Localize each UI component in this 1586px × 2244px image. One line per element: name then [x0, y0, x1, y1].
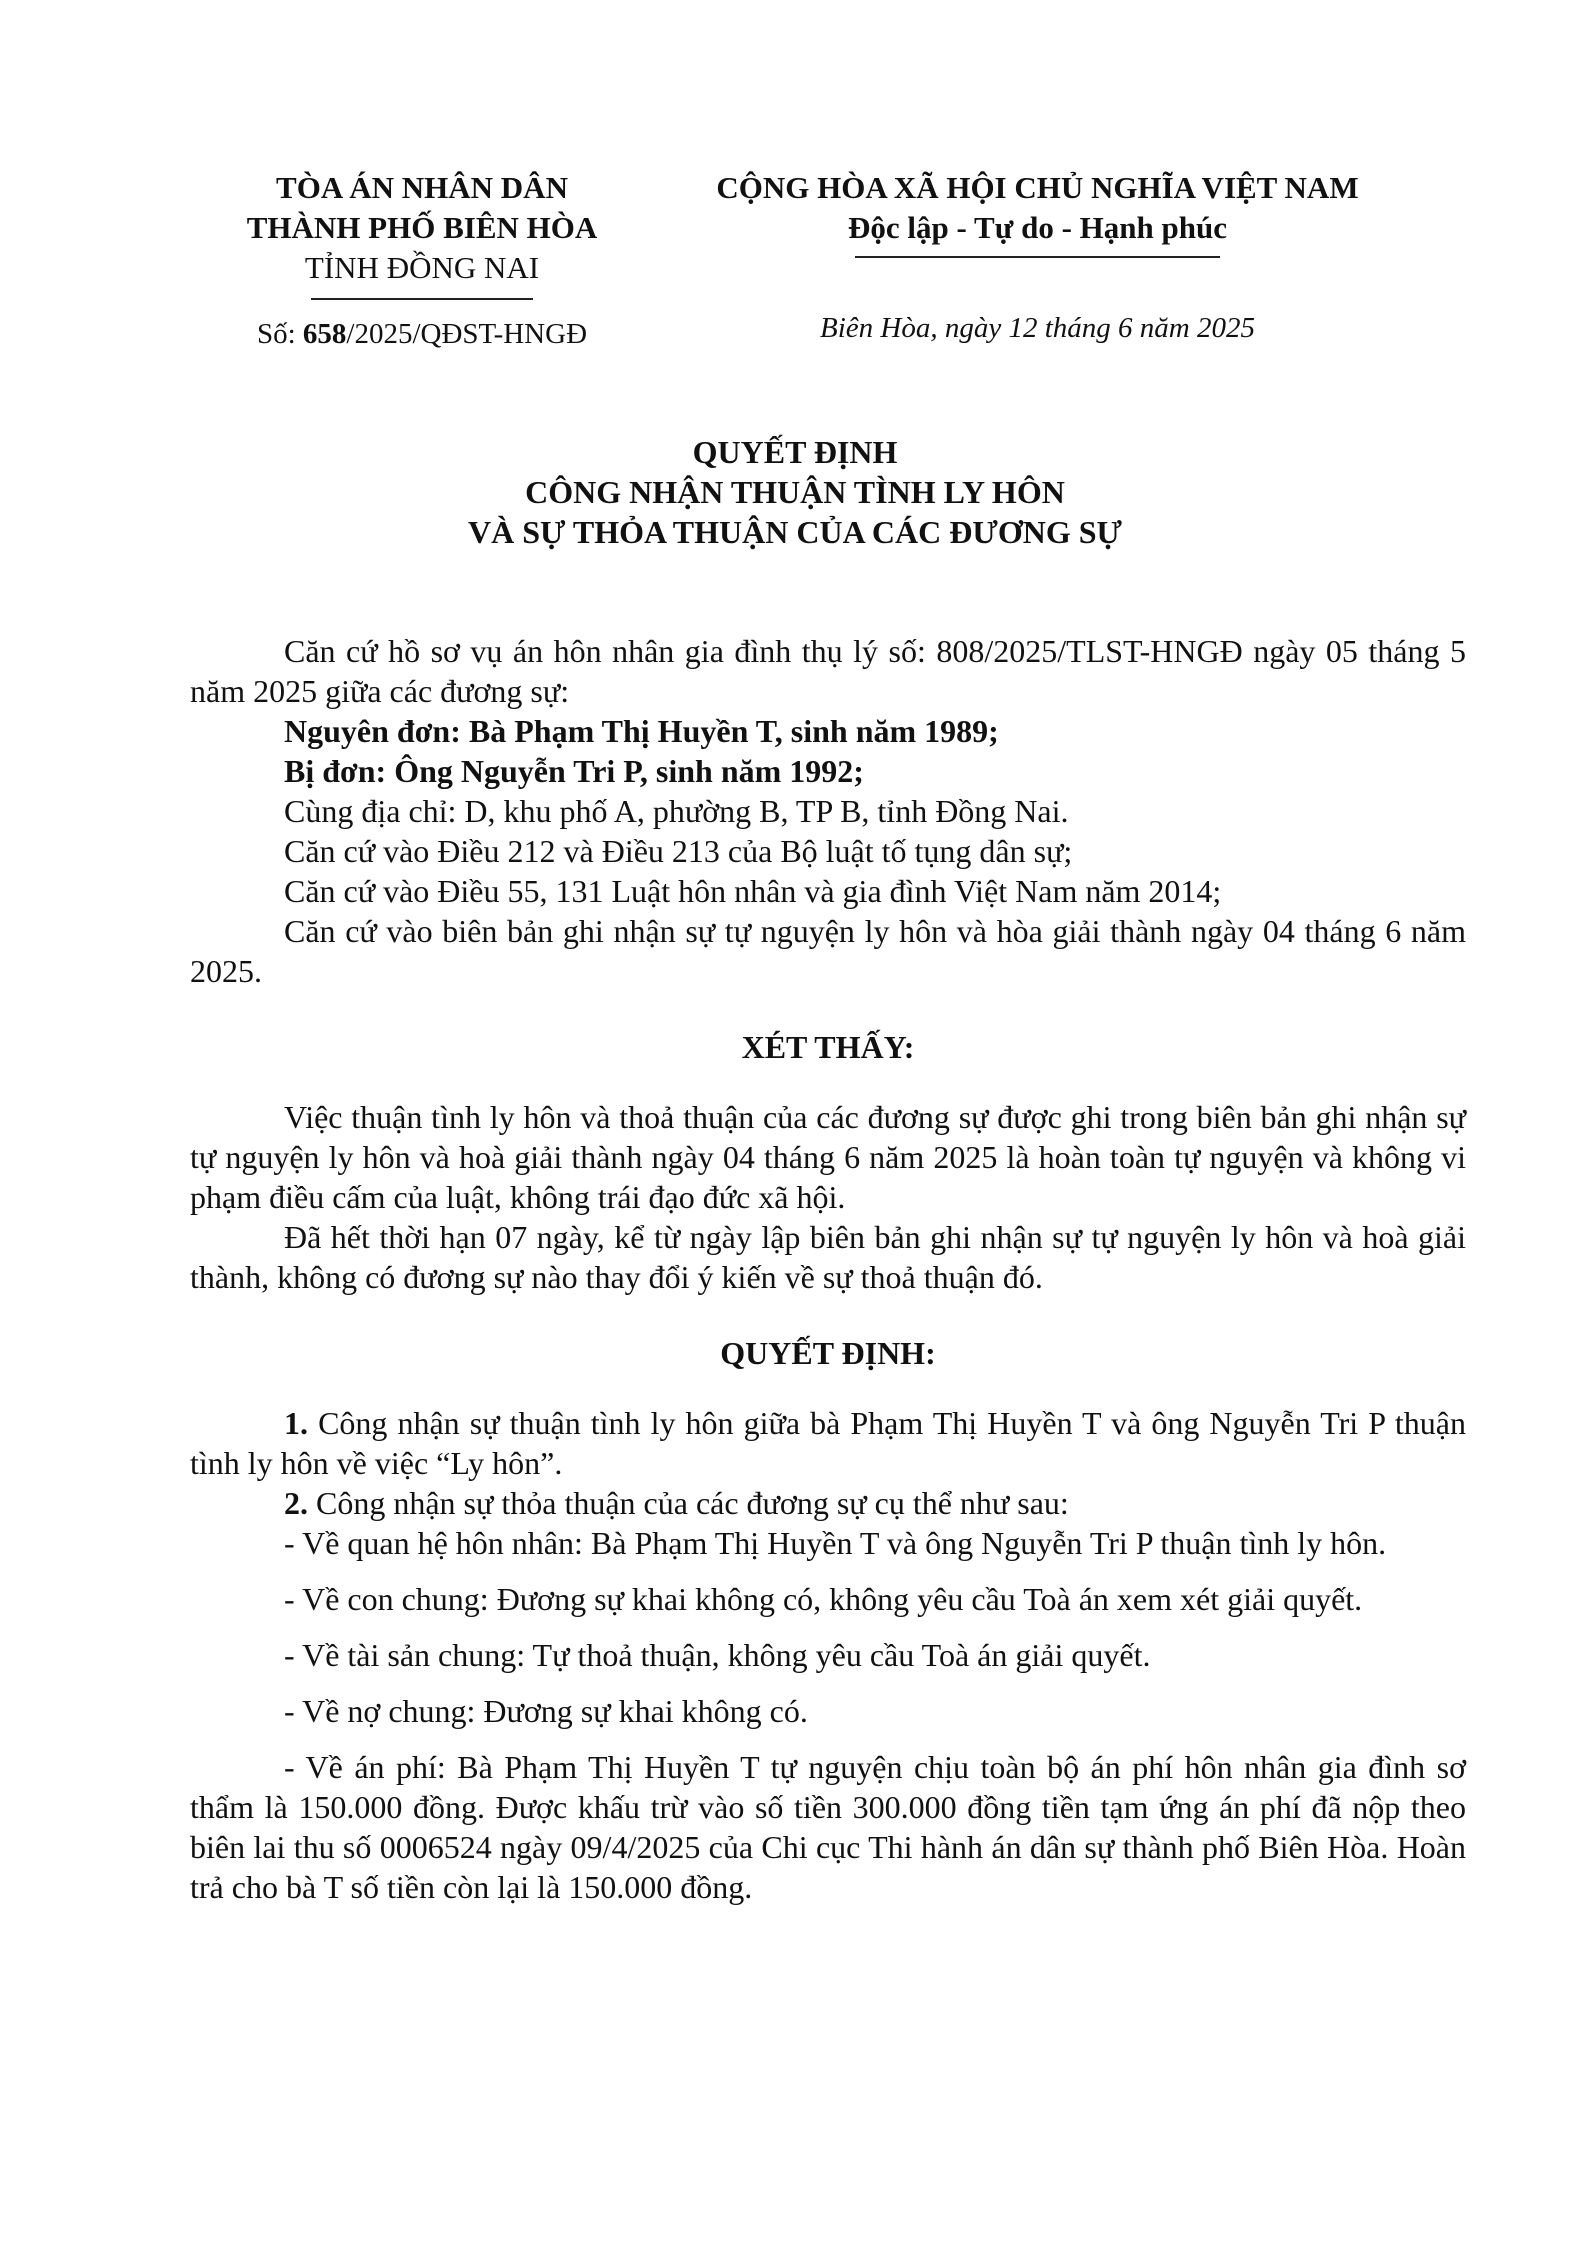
address: Cùng địa chỉ: D, khu phố A, phường B, TP B, tỉnh Đồng Nai. [284, 793, 1069, 829]
court-divider [311, 298, 533, 300]
nation-block [675, 168, 1400, 258]
court-block [222, 168, 622, 300]
court-city: THÀNH PHỐ BIÊN HÒA [246, 210, 598, 245]
findings-heading: XÉT THẤY: [741, 1029, 915, 1065]
decision-heading: QUYẾT ĐỊNH: [720, 1335, 936, 1371]
title-line-3: VÀ SỰ THỎA THUẬN CỦA CÁC ĐƯƠNG SỰ [468, 514, 1122, 550]
title-line-2: CÔNG NHẬN THUẬN TÌNH LY HÔN [525, 474, 1065, 510]
place-date: Biên Hòa, ngày 12 tháng 6 năm 2025 [820, 312, 1255, 344]
motto-divider [855, 256, 1220, 258]
grounds-case-file: Căn cứ hồ sơ vụ án hôn nhân gia đình thụ lý số: 808/2025/TLST-HNGĐ ngày 05 tháng 5 năm 2025 giữa các đương sự: [190, 633, 1466, 709]
grounds-minutes: Căn cứ vào biên bản ghi nhận sự tự nguyện ly hôn và hòa giải thành ngày 04 tháng 6 năm 2025. [190, 913, 1466, 989]
decision-court-fee: - Về án phí: Bà Phạm Thị Huyền T tự nguyện chịu toàn bộ án phí hôn nhân gia đình sơ thẩm là 150.000 đồng. Được khấu trừ vào số tiền 300.000 đồng tiền tạm ứng án phí đã nộp theo biên lai thu số 0006524 ngày 09/4/2025 của Chi cục Thi hành án dân sự thành phố Biên Hòa. Hoàn trả cho bà T số tiền còn lại là 150.000 đồng. [190, 1749, 1466, 1905]
decision-item-2: 2. Công nhận sự thỏa thuận của các đương sự cụ thể như sau: [284, 1485, 1069, 1521]
title-line-1: QUYẾT ĐỊNH [692, 434, 898, 470]
decision-children: - Về con chung: Đương sự khai không có, không yêu cầu Toà án xem xét giải quyết. [284, 1581, 1363, 1617]
plaintiff: Nguyên đơn: Bà Phạm Thị Huyền T, sinh năm 1989; [284, 713, 999, 749]
national-motto: Độc lập - Tự do - Hạnh phúc [848, 210, 1227, 245]
grounds-civil-procedure: Căn cứ vào Điều 212 và Điều 213 của Bộ luật tố tụng dân sự; [284, 833, 1073, 869]
findings-paragraph-1: Việc thuận tình ly hôn và thoả thuận của các đương sự được ghi trong biên bản ghi nhận sự tự nguyện ly hôn và hoà giải thành ngày 04 tháng 6 năm 2025 là hoàn toàn tự nguyện và không vi phạm điều cấm của luật, không trái đạo đức xã hội. [190, 1099, 1466, 1215]
court-province: TỈNH ĐỒNG NAI [304, 250, 540, 285]
nation-name: CỘNG HÒA XÃ HỘI CHỦ NGHĨA VIỆT NAM [716, 170, 1359, 205]
decision-debt: - Về nợ chung: Đương sự khai không có. [284, 1693, 808, 1729]
document-title [190, 432, 1400, 552]
decision-item-1: 1. Công nhận sự thuận tình ly hôn giữa bà Phạm Thị Huyền T và ông Nguyễn Tri P thuận tình ly hôn về việc “Ly hôn”. [190, 1405, 1466, 1481]
decision-property: - Về tài sản chung: Tự thoả thuận, không yêu cầu Toà án giải quyết. [284, 1637, 1151, 1673]
defendant: Bị đơn: Ông Nguyễn Tri P, sinh năm 1992; [284, 753, 864, 789]
court-name: TÒA ÁN NHÂN DÂN [276, 170, 568, 205]
findings-paragraph-2: Đã hết thời hạn 07 ngày, kể từ ngày lập biên bản ghi nhận sự tự nguyện ly hôn và hoà giải thành, không có đương sự nào thay đổi ý kiến về sự thoả thuận đó. [190, 1219, 1466, 1295]
decision-marriage: - Về quan hệ hôn nhân: Bà Phạm Thị Huyền T và ông Nguyễn Tri P thuận tình ly hôn. [284, 1525, 1387, 1561]
document-header [0, 168, 1586, 368]
document-body [190, 631, 1466, 1907]
case-number: Số: 658/2025/QĐST-HNGĐ [256, 318, 588, 350]
grounds-marriage-law: Căn cứ vào Điều 55, 131 Luật hôn nhân và gia đình Việt Nam năm 2014; [284, 873, 1222, 909]
